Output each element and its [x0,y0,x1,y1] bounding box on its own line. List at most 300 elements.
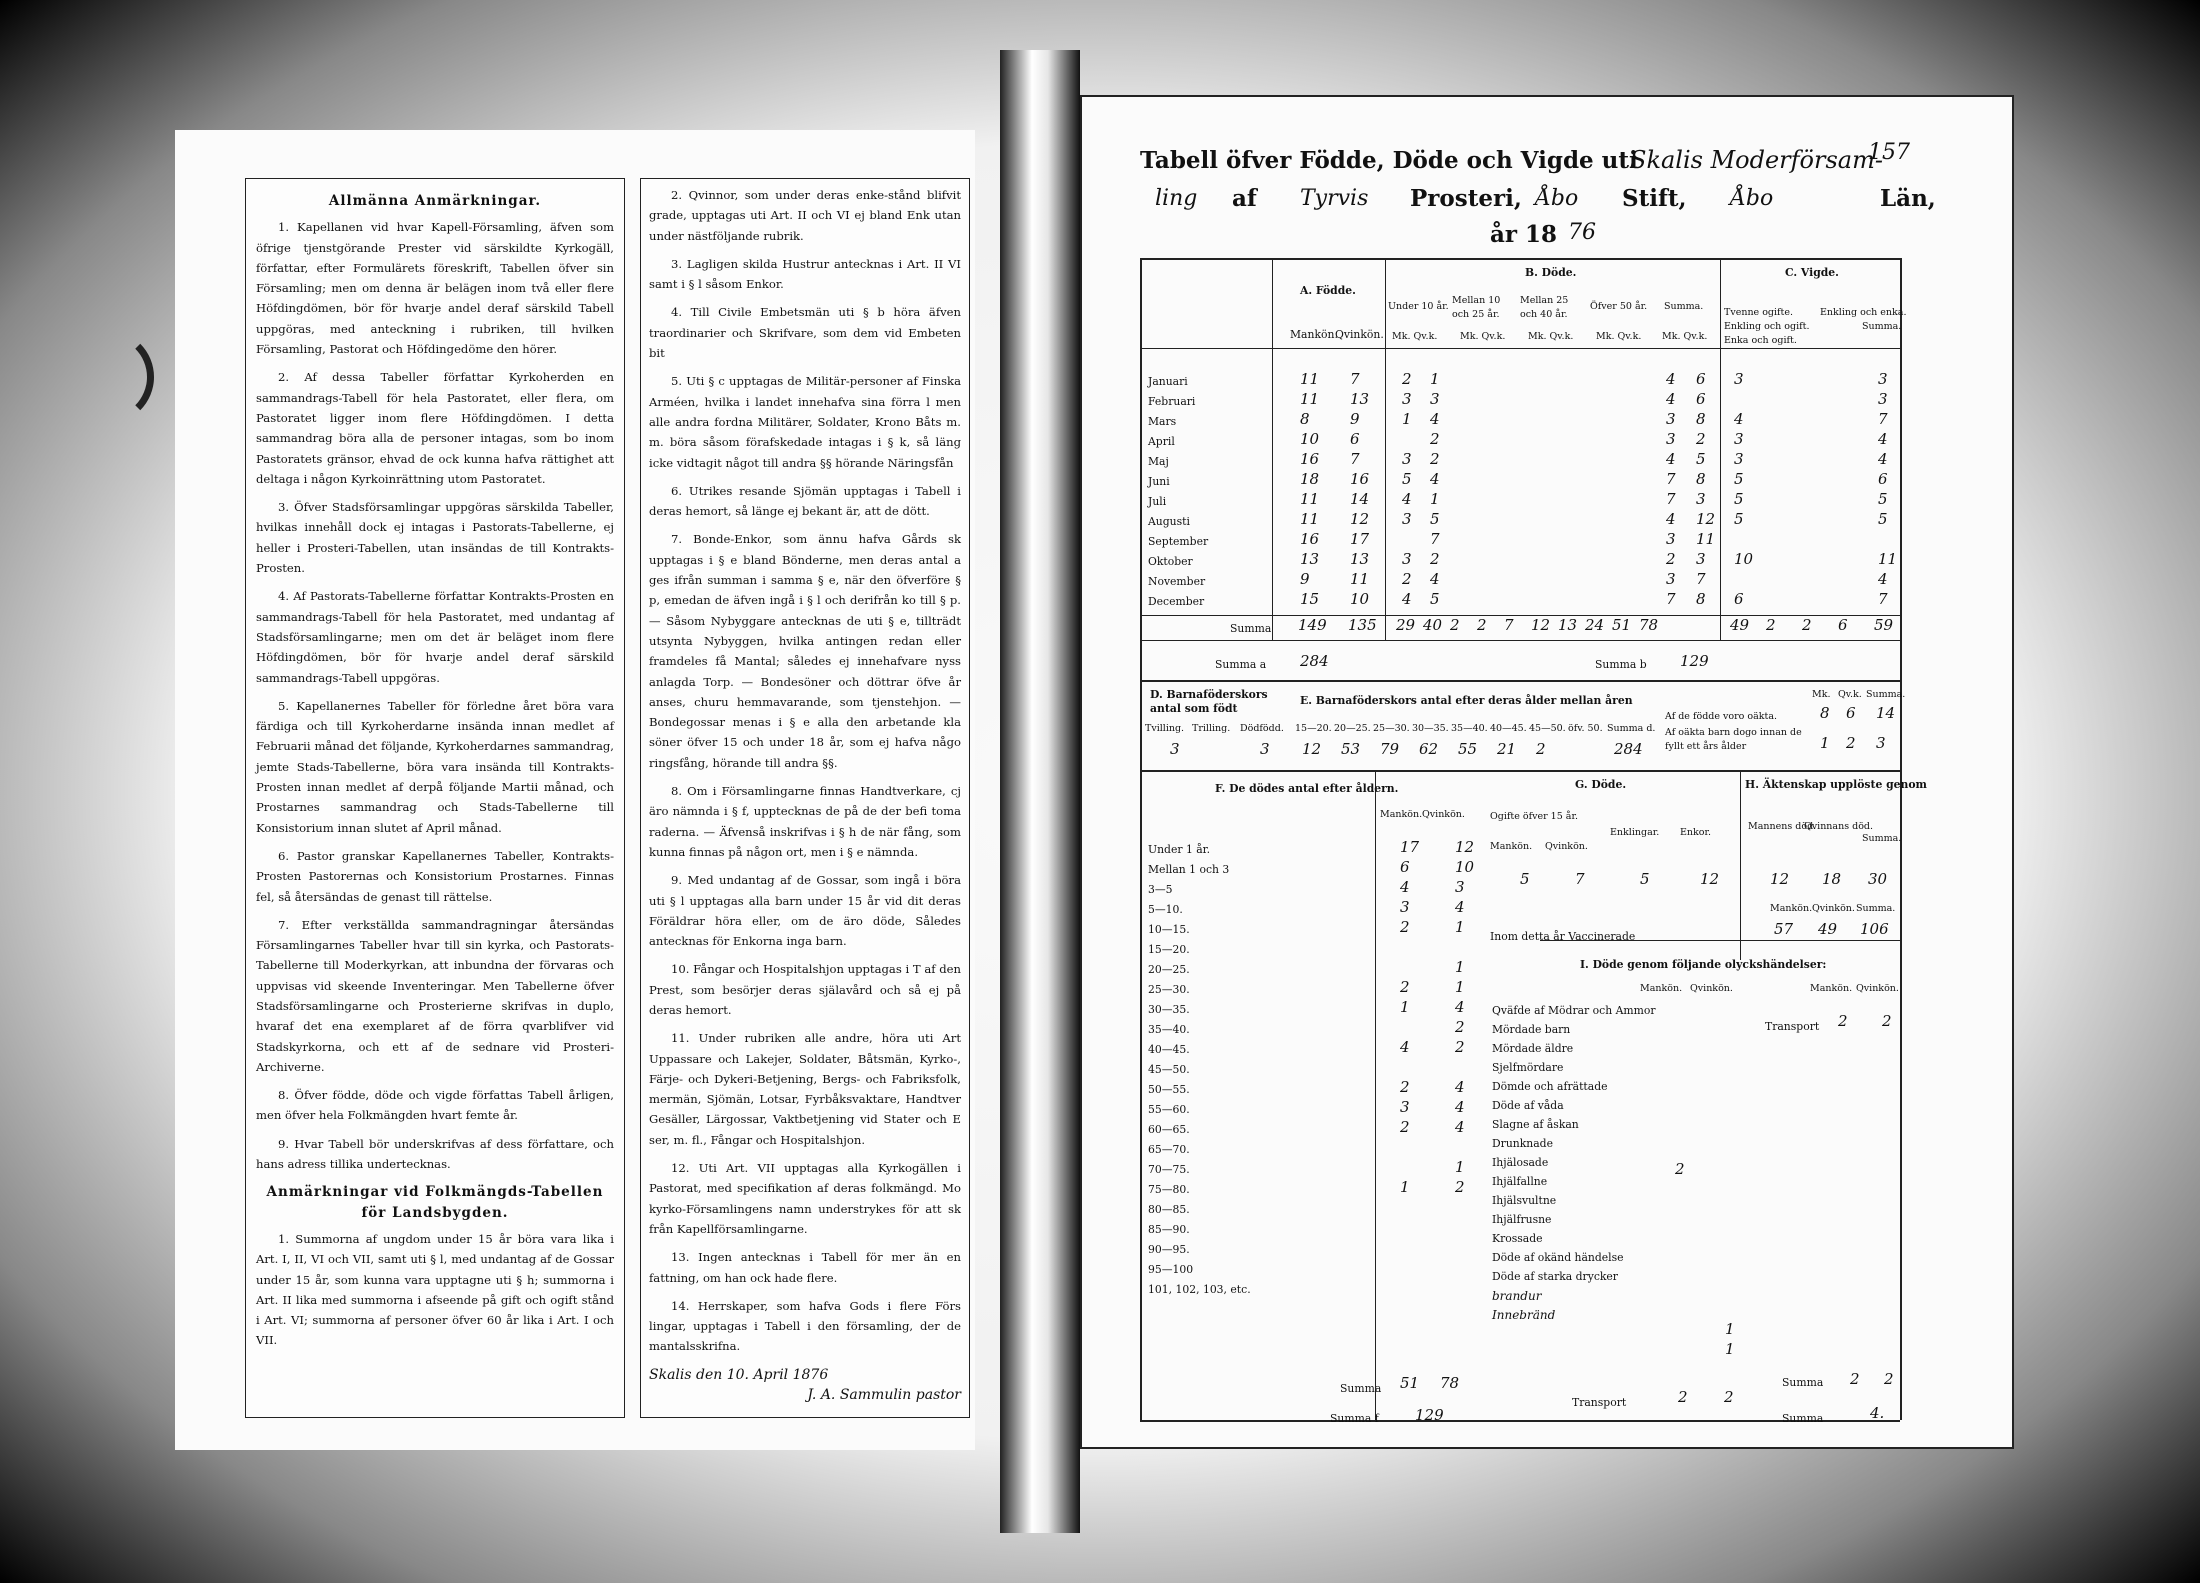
i-cause-label: Döde af starka drycker [1492,1270,1618,1283]
b-summa-mk: 3 [1666,410,1676,428]
f-mankon-value: 4 [1400,878,1410,896]
f-qvinkon-value: 1 [1455,978,1465,996]
c-tvenne-ogifte: 10 [1734,550,1754,568]
i-total: 4. [1870,1404,1885,1422]
e-col-header: öfv. 50. [1568,723,1603,734]
col2-remark-7: 7. Bonde-Enkor, som ännu hafva Gårds sk upptagas i § e bland Bönderne, men deras antal a ges ifrån summan i samma § e, när den öfverföre § p, emedan de äfven ingå i § l och derifrån ko till § p. — Såsom Nybyggare antecknas de uti § e, tillträdt utsynta Nybyggen, hvilka antingen redan eller framdeles få Mantal; således ej innehafvare nyss anlagda Torp. — Bondesöner och döttrar öfve år anses, churu hemmavarande, som tjenstehjon. — Bondegossar menas i § e alla den arbetande kla söner öfver 15 och under 18 år, som ej hafva någo ringsfång, hörande till andra §§. [649,532,961,770]
month-label: September [1148,535,1209,548]
i-transport-qvinkon: 2 [1882,1012,1892,1030]
sum-c-value: 2 [1766,616,1776,634]
f-mankon-value: 4 [1400,1038,1410,1056]
c-tvenne-ogifte: 3 [1734,430,1744,448]
summa-a-label: Summa a [1215,658,1267,671]
prosteri-label: Prosteri, [1410,185,1522,212]
b-under10-qvk: 4 [1430,410,1440,428]
i-innebrand-qvinkon: 1 [1725,1340,1735,1358]
oakta-born-label: Af de födde voro oäkta. [1665,711,1778,722]
b-summa-mk: 7 [1666,470,1676,488]
summa-b-value: 129 [1680,652,1709,670]
f-mankon-value: 17 [1400,838,1420,856]
f-age-label: 101, 102, 103, etc. [1148,1283,1251,1296]
b-sub-header: Mk. Qv.k. [1460,331,1506,342]
month-label: November [1148,575,1206,588]
a-qvinkon-value: 13 [1350,390,1370,408]
f-age-label: 45—50. [1148,1063,1190,1076]
b-under10-qvk: 5 [1430,510,1440,528]
c-summa: 3 [1878,390,1888,408]
f-mankon-value: 2 [1400,1078,1410,1096]
f-mankon-value: 2 [1400,978,1410,996]
b-summa-qvk: 8 [1696,470,1706,488]
i-summa-label-2: Summa [1782,1412,1824,1425]
d-val-tvilling: 3 [1170,740,1180,758]
remarks-heading: Allmänna Anmärkningar. [328,193,542,209]
vaccin-col-mankon: Mankön. [1770,903,1813,914]
e-col-value: 62 [1419,740,1439,758]
sum-c-value: 2 [1802,616,1812,634]
vaccin-label: Inom detta år Vaccinerade [1490,930,1636,943]
b-summa-mk: 3 [1666,530,1676,548]
remark-8: 8. Öfver födde, döde och vigde författas Tabell årligen, men öfver hela Folkmängden hvart femte år. [256,1088,614,1123]
e-col-header: 35—40. [1451,723,1488,734]
c-tvenne-ogifte: 4 [1734,410,1744,428]
b-summa-mk: 4 [1666,510,1676,528]
h-col-qvinnans: Qvinnans död. [1804,821,1874,832]
f-qvinkon-value: 4 [1455,1118,1465,1136]
b-summa-mk: 4 [1666,370,1676,388]
f-qvinkon-value: 4 [1455,898,1465,916]
b-under10-qvk: 3 [1430,390,1440,408]
a-col-mankon: Mankön. [1290,328,1338,341]
a-mankon-value: 11 [1300,370,1320,388]
sum-c-value: 6 [1838,616,1848,634]
i-cause-label: Innebränd [1492,1308,1556,1322]
b-summa-qvk: 3 [1696,490,1706,508]
h-col-mannens: Mannens död. [1748,821,1817,832]
f-age-label: 25—30. [1148,983,1190,996]
b-summa-mk: 4 [1666,450,1676,468]
parish-name: Skalis Moderförsam- [1630,146,1883,174]
f-age-label: 75—80. [1148,1183,1190,1196]
binding-ring-left [60,330,154,424]
signature-date: Skalis den 10. April 1876 [649,1366,829,1383]
h-val-mannens: 12 [1770,870,1790,888]
i-cause-label: Ihjälfallne [1492,1175,1548,1188]
oakta-died-mk: 1 [1820,734,1830,752]
c-col-enkling-ogift: Enkling och ogift. [1724,321,1810,332]
i-cause-label: Ihjälsvultne [1492,1194,1557,1207]
af-label: af [1232,185,1257,212]
month-label: Juni [1148,475,1170,488]
i-col-qvinkon: Qvinkön. [1690,983,1733,994]
f-qvinkon-value: 1 [1455,918,1465,936]
a-qvinkon-value: 6 [1350,430,1360,448]
i-transport-mankon: 2 [1838,1012,1848,1030]
f-qvinkon-value: 4 [1455,998,1465,1016]
g-col-qvinkon: Qvinkön. [1545,841,1588,852]
b-under10-mk: 3 [1402,390,1412,408]
col2-remark-13: 13. Ingen antecknas i Tabell för mer än en fattning, om han ock hade flere. [649,1250,961,1285]
a-qvinkon-value: 11 [1350,570,1370,588]
oakta-born-qvk: 6 [1846,704,1856,722]
remarks-heading-2: Anmärkningar vid Folkmängds-Tabellen för Landsbygden. [266,1184,604,1221]
f-sum-mankon: 51 [1400,1374,1420,1392]
b-summa-mk: 7 [1666,490,1676,508]
a-mankon-value: 16 [1300,450,1320,468]
b-under10-qvk: 4 [1430,470,1440,488]
f-age-label: 15—20. [1148,943,1190,956]
i-transport-label-bottom: Transport [1572,1396,1627,1409]
section-i-title: I. Döde genom följande olyckshändelser: [1580,958,1827,971]
month-label: Maj [1148,455,1169,468]
i-cause-label: Ihjälfrusne [1492,1213,1552,1226]
remark-3: 3. Öfver Stadsförsamlingar uppgöras särskilda Tabeller, hvilkas innehåll dock ej intagas i Pastorats-Tabellerne, ej heller i Prosteri-Tabellen, utan insändas de till Kontrakts-Prosten. [256,500,614,576]
sum-b-value: 51 [1612,616,1632,634]
rule [1385,258,1386,640]
vaccin-val-mankon: 57 [1774,920,1794,938]
f-qvinkon-value: 4 [1455,1078,1465,1096]
a-qvinkon-value: 16 [1350,470,1370,488]
c-tvenne-ogifte: 6 [1734,590,1744,608]
b-under10-mk: 3 [1402,450,1412,468]
f-mankon-value: 2 [1400,918,1410,936]
oakta-born-summa: 14 [1876,704,1896,722]
year-label: år 18 [1490,221,1558,248]
f-age-label: 10—15. [1148,923,1190,936]
f-age-label: 80—85. [1148,1203,1190,1216]
rule [1375,770,1376,1420]
e-col-value: 12 [1302,740,1322,758]
a-qvinkon-value: 13 [1350,550,1370,568]
remark-2: 2. Af dessa Tabeller författar Kyrkoherden en sammandrags-Tabell för hela Pastoratet, eller flera, om Pastoratet ligger inom flere Höfdingdömen. I detta sammandrag böra alla de personer intagas, som bo inom Pastoratets gränsor, ehvad de ock kunna hafva rättighet att deltaga i någon Kyrkoinrättning utom Pastoratet. [256,370,614,486]
col2-remark-10: 10. Fångar och Hospitalshjon upptagas i T af den Prest, som besörjer deras själavård och så ej på deras hemort. [649,962,961,1017]
f-qvinkon-value: 2 [1455,1038,1465,1056]
a-qvinkon-value: 7 [1350,370,1360,388]
e-col-value: 21 [1497,740,1517,758]
c-summa: 7 [1878,410,1888,428]
oakta-died-qvk: 2 [1846,734,1856,752]
c-summa: 11 [1878,550,1898,568]
c-summa: 4 [1878,570,1888,588]
b-under10-qvk: 5 [1430,590,1440,608]
oakta-col-qvk: Qv.k. [1838,689,1862,700]
a-mankon-value: 10 [1300,430,1320,448]
g-col-enklingar: Enklingar. [1610,827,1660,838]
b-under10-mk: 2 [1402,370,1412,388]
remark-5: 5. Kapellanernes Tabeller för förledne året böra vara färdiga och till Kyrkoherdarne insända innan medlet af Februarii månad det följande, Kyrkoherdarnes sammandrag, jemte Stads-Tabellerne, böra vara insända till Kontrakts-Prosten innan medlet af derpå följande Martii månad, och Prostarnes sammandrag och Stads-Tabellerne till Konsistorium innan slutet af April månad. [256,698,614,835]
a-mankon-value: 15 [1300,590,1320,608]
a-qvinkon-value: 12 [1350,510,1370,528]
f-qvinkon-value: 2 [1455,1018,1465,1036]
g-val-qvinkon: 7 [1575,870,1585,888]
month-label: December [1148,595,1205,608]
section-a-title: A. Födde. [1300,284,1356,297]
rule [1272,258,1273,640]
f-age-label: Mellan 1 och 3 [1148,863,1230,876]
a-qvinkon-value: 17 [1350,530,1370,548]
col2-remark-6: 6. Utrikes resande Sjömän upptagas i Tabell i deras hemort, så länge ej bekant är, att de dött. [649,483,961,519]
i-col-mankon: Mankön. [1640,983,1683,994]
f-age-label: 35—40. [1148,1023,1190,1036]
a-mankon-value: 9 [1300,570,1310,588]
c-summa: 5 [1878,490,1888,508]
general-remarks-column [245,178,625,1418]
sum-b-value: 29 [1396,616,1416,634]
oakta-born-mk: 8 [1820,704,1830,722]
f-qvinkon-value: 2 [1455,1178,1465,1196]
section-c-title: C. Vigde. [1785,266,1839,279]
f-qvinkon-value: 10 [1455,858,1475,876]
b-summa-mk: 3 [1666,430,1676,448]
f-col-qvinkon: Qvinkön. [1422,809,1465,820]
remark-1: 1. Kapellanen vid hvar Kapell-Församling, äfven som öfrige tjenstgörande Prester vid särskildte Kyrkogäll, författar, efter Formulärets föreskrift, Tabellen öfver sin Församling; men om denna är belägen inom två eller flere Höfdingdömen, bör för hvarje andel deraf särskild Tabell uppgöras, med anteckning i rubriken, till hvilken Församling, Pastorat och Höfdingedöme den hörer. [256,220,614,357]
c-summa: 6 [1878,470,1888,488]
rule [1140,348,1900,349]
f-age-label: 60—65. [1148,1123,1190,1136]
b-summa-mk: 2 [1666,550,1676,568]
e-col-value: 79 [1380,740,1400,758]
f-mankon-value: 3 [1400,1098,1410,1116]
page-number: 157 [1868,140,1910,165]
b-summa-qvk: 8 [1696,590,1706,608]
lan-name: Åbo [1730,186,1774,211]
oakta-died-label: Af oäkta barn dogo innan de fyllt ett års ålder [1665,727,1802,752]
table-title: Tabell öfver Födde, Döde och Vigde uti [1140,147,1638,174]
b-under10-mk: 3 [1402,510,1412,528]
f-summa-f-label: Summa f [1330,1412,1379,1425]
b-group-10-25: Mellan 10 och 25 år. [1452,295,1501,320]
f-col-mankon: Mankön. [1380,809,1423,820]
oakta-col-summa: Summa. [1866,689,1906,700]
col2-remark-2: 2. Qvinnor, som under deras enke-stånd blifvit grade, upptagas uti Art. II och VI ej bland Enk utan under nästföljande rubrik. [649,188,961,243]
landsbygd-remark-1: 1. Summorna af ungdom under 15 år böra vara lika i Art. I, II, VI och VII, samt uti § l, med undantag af de Gossar under 15 år, som kunna vara upptagne uti § h; summorna i Art. II lika med summorna i afseende på gift och ogift stånd i Art. VI; summorna af personer öfver 60 år lika i Art. I och VII. [256,1231,614,1348]
f-mankon-value: 6 [1400,858,1410,876]
col2-remark-9: 9. Med undantag af de Gossar, som ingå i böra uti § l upptagas alla barn under 15 år vid dit deras Föräldrar höra eller, om de äro döde, Således antecknas för Enkorna inga barn. [649,873,961,949]
rule [1740,770,1741,960]
e-col-header: 45—50. [1529,723,1566,734]
i-brandur-qvinkon: 1 [1725,1320,1735,1338]
b-under10-qvk: 7 [1430,530,1440,548]
remark-9: 9. Hvar Tabell bör underskrifvas af dess författare, och hans adress tillika undertecknas. [256,1136,614,1172]
f-sum-qvinkon: 78 [1440,1374,1460,1392]
c-tvenne-ogifte: 3 [1734,450,1744,468]
b-summa-qvk: 7 [1696,570,1706,588]
b-under10-mk: 2 [1402,570,1412,588]
month-label: Januari [1148,375,1188,388]
sum-b-value: 12 [1531,616,1551,634]
i-summa-qvinkon: 2 [1884,1370,1894,1388]
sum-a-qvinkon: 135 [1348,616,1377,634]
b-sub-header: Mk. Qv.k. [1596,331,1642,342]
c-summa: 3 [1878,370,1888,388]
stift-name: Åbo [1535,186,1579,211]
b-group-25-40: Mellan 25 och 40 år. [1520,295,1569,320]
a-mankon-value: 8 [1300,410,1310,428]
b-summa-qvk: 12 [1696,510,1716,528]
f-summa-label: Summa [1340,1382,1382,1395]
sum-b-value: 40 [1423,616,1443,634]
summa-a-value: 284 [1300,652,1329,670]
a-mankon-value: 11 [1300,390,1320,408]
month-label: April [1148,435,1175,448]
summa-label: Summa [1230,622,1272,635]
sum-c-value: 59 [1874,616,1894,634]
b-under10-mk: 4 [1402,590,1412,608]
b-summa-mk: 3 [1666,570,1676,588]
b-summa-qvk: 3 [1696,550,1706,568]
b-under10-mk: 3 [1402,550,1412,568]
b-group-under10: Under 10 år. [1388,301,1449,312]
sum-b-value: 78 [1639,616,1659,634]
prosteri-name: Tyrvis [1300,186,1369,211]
a-col-qvinkon: Qvinkön. [1335,328,1384,341]
sum-b-value: 2 [1477,616,1487,634]
g-val-mankon: 5 [1520,870,1530,888]
b-sub-header: Mk. Qv.k. [1528,331,1574,342]
vaccin-val-summa: 106 [1860,920,1889,938]
sum-b-value: 13 [1558,616,1578,634]
b-summa-qvk: 11 [1696,530,1716,548]
e-col-header: Summa d. [1607,723,1656,734]
i-cause-label: Sjelfmördare [1492,1061,1564,1074]
f-age-label: 40—45. [1148,1043,1190,1056]
a-qvinkon-value: 10 [1350,590,1370,608]
d-col-trilling: Trilling. [1192,723,1231,734]
section-f-title: F. De dödes antal efter åldern. [1215,782,1399,795]
section-d-title: D. Barnaföderskors antal som födt [1150,688,1268,715]
f-mankon-value: 2 [1400,1118,1410,1136]
b-under10-qvk: 2 [1430,450,1440,468]
f-age-label: 5—10. [1148,903,1183,916]
i-cause-label: Döde af okänd händelse [1492,1251,1624,1264]
a-mankon-value: 11 [1300,510,1320,528]
f-mankon-value: 3 [1400,898,1410,916]
b-summa-qvk: 8 [1696,410,1706,428]
c-summa: 4 [1878,430,1888,448]
rule [1140,258,1900,260]
i-col-qvinkon-2: Qvinkön. [1856,983,1899,994]
b-summa-qvk: 6 [1696,370,1706,388]
b-under10-mk: 1 [1402,410,1412,428]
f-qvinkon-value: 4 [1455,1098,1465,1116]
d-col-tvilling: Tvilling. [1145,723,1185,734]
f-age-label: Under 1 år. [1148,843,1211,856]
b-summa-qvk: 6 [1696,390,1706,408]
b-summa-mk: 4 [1666,390,1676,408]
i-summa-mankon: 2 [1850,1370,1860,1388]
i-cause-label: Döde af våda [1492,1099,1564,1112]
c-tvenne-ogifte: 5 [1734,510,1744,528]
g-val-enklingar: 5 [1640,870,1650,888]
col2-remark-14: 14. Herrskaper, som hafva Gods i flere Förs lingar, upptagas i Tabell i den församling, der de mantalsskrifna. [649,1298,961,1354]
b-under10-qvk: 1 [1430,490,1440,508]
b-summa-mk: 7 [1666,590,1676,608]
i-col-mankon-2: Mankön. [1810,983,1853,994]
b-sub-header: Mk. Qv.k. [1392,331,1438,342]
sum-c-value: 49 [1730,616,1750,634]
a-mankon-value: 11 [1300,490,1320,508]
e-col-header: 20—25. [1334,723,1371,734]
f-age-label: 55—60. [1148,1103,1190,1116]
c-col-enkling-enka: Enkling och enka. [1820,307,1907,318]
book-spine [1000,50,1080,1533]
f-mankon-value: 1 [1400,998,1410,1016]
parish-name-cont: ling [1155,186,1198,211]
g-ogifte-label: Ogifte öfver 15 år. [1490,811,1578,822]
signature-name: J. A. Sammulin pastor [807,1387,961,1404]
a-mankon-value: 16 [1300,530,1320,548]
sum-b-value: 2 [1450,616,1460,634]
stift-label: Stift, [1622,185,1687,212]
c-tvenne-ogifte: 3 [1734,370,1744,388]
f-qvinkon-value: 3 [1455,878,1465,896]
f-age-label: 70—75. [1148,1163,1190,1176]
i-cause-label: Drunknade [1492,1137,1553,1150]
i-cause-label: Dömde och afrättade [1492,1080,1608,1093]
b-group-over50: Öfver 50 år. [1590,301,1648,312]
c-summa: 7 [1878,590,1888,608]
vaccin-col-summa: Summa. [1856,903,1896,914]
a-mankon-value: 18 [1300,470,1320,488]
col2-remark-8: 8. Om i Församlingarne finnas Handtverkare, cj äro nämnda i § f, upptecknas de på de der befi toma raderna. — Äfvenså inskrifvas i § h de när fång, som kunna finnas på någon ort, men i § e nämnda. [649,784,961,859]
remarks-column-2 [640,178,970,1418]
b-summa-qvk: 5 [1696,450,1706,468]
section-b-title: B. Döde. [1525,266,1577,279]
b-sub-header: Mk. Qv.k. [1662,331,1708,342]
sum-b-value: 24 [1585,616,1605,634]
col2-remark-12: 12. Uti Art. VII upptagas alla Kyrkogällen i Pastorat, med specifikation af deras folkmängd. Mo kyrko-Församlingens namn understrykes för att sk från Kapellförsamlingarne. [649,1161,961,1236]
col2-remark-5: 5. Uti § c upptagas de Militär-personer af Finska Arméen, hvilka i landet innehafva sina förra l men alle andra fordna Militärer, Soldater, Krono Båts m. m. böra såsom förafskedade intagas i § k, så läng icke vidtagit något till andra §§ hörande Näringsfån [649,374,961,470]
c-col-enka-ogift: Enka och ogift. [1724,335,1797,346]
remark-6: 6. Pastor granskar Kapellanernes Tabeller, Kontrakts-Prosten Pastorernas och Konsistorium Prostarnes. Finnas fel, så återsändas de genast till rättelse. [256,848,614,904]
h-col-summa: Summa. [1862,833,1902,844]
col2-remark-3: 3. Lagligen skilda Hustrur antecknas i Art. II VI samt i § l såsom Enkor. [649,256,961,292]
f-age-label: 85—90. [1148,1223,1190,1236]
i-transport-label: Transport [1765,1020,1820,1033]
i-cause-label: Slagne af åskan [1492,1118,1579,1131]
i-cause-label: Krossade [1492,1232,1543,1245]
e-col-header: 40—45. [1490,723,1527,734]
e-col-value: 2 [1536,740,1546,758]
i-drunk-mankon: 2 [1675,1160,1685,1178]
rule [1140,258,1142,1420]
month-label: Oktober [1148,555,1193,568]
f-age-label: 3—5 [1148,883,1173,896]
i-cause-label: Qväfde af Mödrar och Ammor [1492,1004,1656,1017]
sum-a-mankon: 149 [1298,616,1327,634]
rule [1140,640,1900,641]
a-qvinkon-value: 9 [1350,410,1360,428]
i-summa-label: Summa [1782,1376,1824,1389]
h-val-summa: 30 [1868,870,1888,888]
lan-label: Län, [1880,185,1936,212]
rule [1720,258,1721,640]
col2-remark-11: 11. Under rubriken alle andre, höra uti Art Uppassare och Lakejer, Soldater, Båtsmän, Kyrko-, Färje- och Dykeri-Betjening, Bergs- och Fabriksfolk, mermän, Sjömän, Lotsar, Fyrbåksvaktare, Handtver Gesäller, Lärgossar, Vaktbetjening vid Stater och E ser, m. fl., Fångar och Hospitalshjon. [649,1031,961,1147]
d-col-dodfodd: Dödfödd. [1240,723,1284,734]
month-label: Juli [1148,495,1167,508]
rule [1140,615,1900,616]
c-col-tvenne-ogifte: Tvenne ogifte. [1724,307,1794,318]
e-col-header: 15—20. [1295,723,1332,734]
section-e-title: E. Barnaföderskors antal efter deras ålder mellan åren [1300,694,1633,707]
f-qvinkon-value: 12 [1455,838,1475,856]
i-cause-label: Mördade äldre [1492,1042,1574,1055]
i-transport-bottom-m: 2 [1678,1388,1688,1406]
a-qvinkon-value: 7 [1350,450,1360,468]
f-age-label: 50—55. [1148,1083,1190,1096]
b-under10-mk: 5 [1402,470,1412,488]
year-value: 76 [1568,220,1596,245]
